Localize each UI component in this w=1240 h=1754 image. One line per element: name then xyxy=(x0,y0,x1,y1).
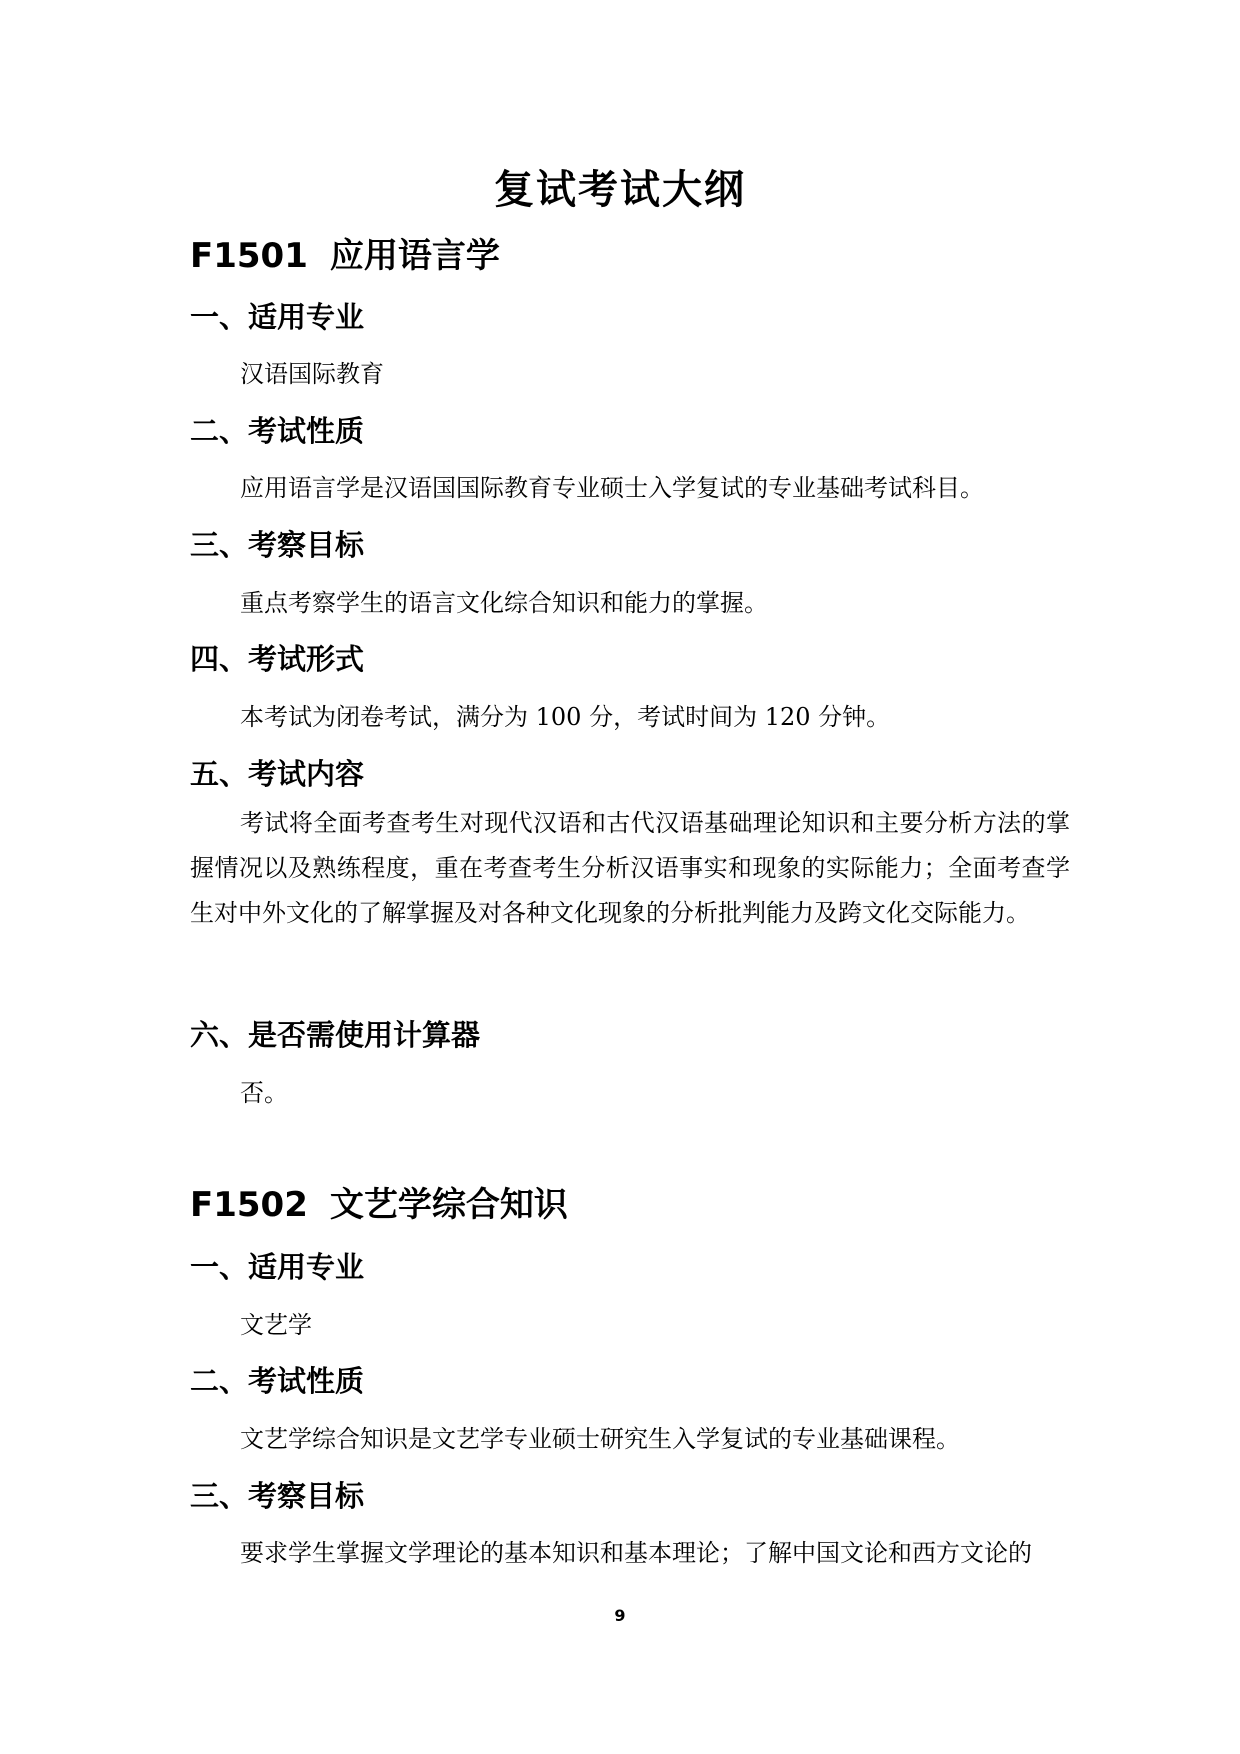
section-body: 文艺学 xyxy=(240,1311,312,1339)
section-body: 应用语言学是汉语国国际教育专业硕士入学复试的专业基础考试科目。 xyxy=(240,474,984,502)
page-number: 9 xyxy=(614,1606,626,1625)
course-code: F1502 xyxy=(190,1185,308,1225)
section-body: 要求学生掌握文学理论的基本知识和基本理论；了解中国文论和西方文论的 xyxy=(240,1539,1032,1567)
section-heading: 三、考察目标 xyxy=(190,528,365,562)
section-body: 重点考察学生的语言文化综合知识和能力的掌握。 xyxy=(240,589,768,617)
section-heading: 二、考试性质 xyxy=(190,414,365,448)
section-heading: 三、考察目标 xyxy=(190,1479,365,1513)
section-heading: 一、适用专业 xyxy=(190,1250,365,1284)
course-code: F1501 xyxy=(190,236,308,276)
course-name: 文艺学综合知识 xyxy=(329,1185,568,1225)
section-body: 汉语国际教育 xyxy=(240,360,384,388)
course-title-f1502 xyxy=(190,1177,568,1226)
section-body: 否。 xyxy=(240,1079,288,1107)
section-paragraph: 考试将全面考查考生对现代汉语和古代汉语基础理论知识和主要分析方法的掌握情况以及熟练程度，重在考查考生分析汉语事实和现象的实际能力；全面考查学生对中外文化的了解掌握及对各种文化现象的分析批判能力及跨文化交际能力。 xyxy=(190,809,1070,927)
course-title-f1501 xyxy=(190,228,500,277)
course-name: 应用语言学 xyxy=(329,236,500,276)
section-body: 文艺学综合知识是文艺学专业硕士研究生入学复试的专业基础课程。 xyxy=(240,1425,960,1453)
section-heading: 四、考试形式 xyxy=(190,642,365,676)
section-heading: 二、考试性质 xyxy=(190,1364,365,1398)
document-title: 复试考试大纲 xyxy=(494,166,746,213)
section-heading: 五、考试内容 xyxy=(190,757,365,791)
section-heading: 一、适用专业 xyxy=(190,300,365,334)
section-body: 本考试为闭卷考试，满分为 100 分，考试时间为 120 分钟。 xyxy=(240,703,891,731)
section-heading: 六、是否需使用计算器 xyxy=(190,1018,481,1052)
